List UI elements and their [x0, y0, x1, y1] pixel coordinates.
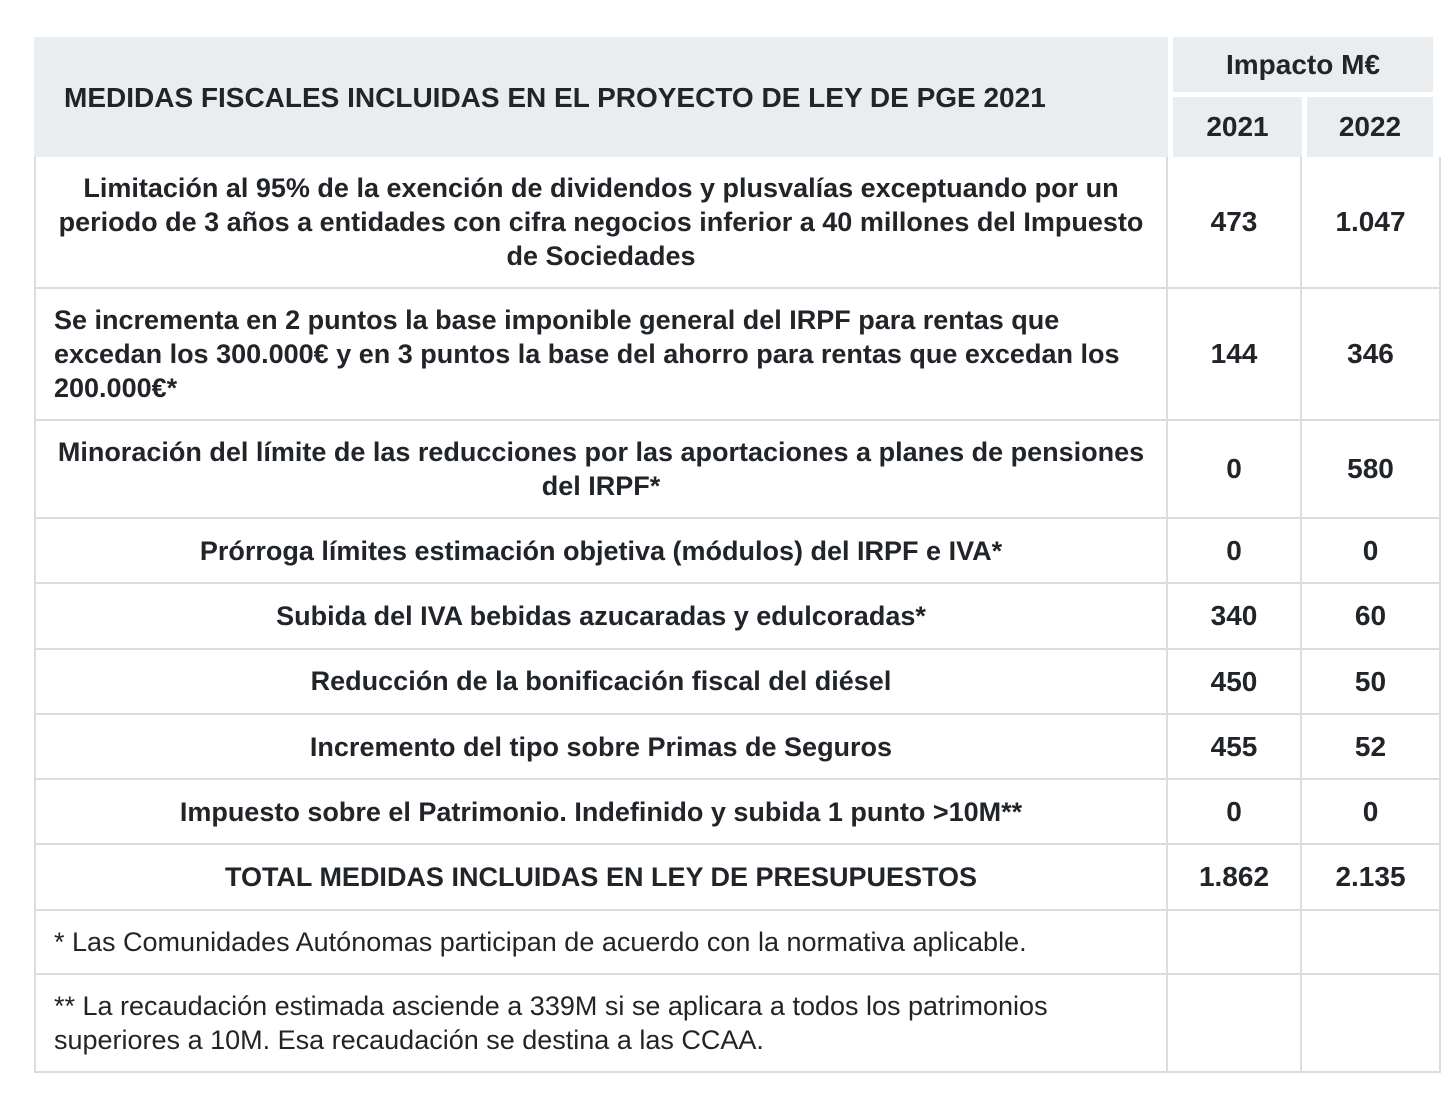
value-2022-cell: 0: [1302, 519, 1441, 584]
measure-cell: Reducción de la bonificación fiscal del diésel: [34, 650, 1168, 715]
measure-cell: Prórroga límites estimación objetiva (módulos) del IRPF e IVA*: [34, 519, 1168, 584]
table-row: [34, 650, 1441, 715]
value-2022-cell: 52: [1302, 715, 1441, 780]
measure-cell: * Las Comunidades Autónomas participan de acuerdo con la normativa aplicable.: [34, 911, 1168, 975]
table-row: [34, 157, 1441, 289]
value-2021-cell: 1.862: [1168, 845, 1302, 910]
value-2022-cell: 580: [1302, 421, 1441, 519]
value-2022-cell: 346: [1302, 289, 1441, 421]
table-row: [34, 519, 1441, 584]
value-2022-cell: [1302, 975, 1441, 1073]
table-header: [34, 37, 1441, 157]
table-title: MEDIDAS FISCALES INCLUIDAS EN EL PROYECTO DE LEY DE PGE 2021: [34, 37, 1168, 157]
measure-cell: ** La recaudación estimada asciende a 339M si se aplicara a todos los patrimonios superiores a 10M. Esa recaudación se destina a las CCAA.: [34, 975, 1168, 1073]
table-row: [34, 975, 1441, 1073]
value-2022-cell: [1302, 911, 1441, 975]
table-row: [34, 584, 1441, 649]
impact-unit-header: Impacto M€: [1168, 37, 1441, 97]
year-2022-header: 2022: [1302, 97, 1441, 157]
value-2021-cell: 0: [1168, 519, 1302, 584]
value-2022-cell: 50: [1302, 650, 1441, 715]
table-row: [34, 289, 1441, 421]
table-body: [34, 157, 1441, 1073]
value-2022-cell: 2.135: [1302, 845, 1441, 910]
value-2021-cell: [1168, 911, 1302, 975]
value-2021-cell: 473: [1168, 157, 1302, 289]
measure-cell: Subida del IVA bebidas azucaradas y edulcoradas*: [34, 584, 1168, 649]
year-2021-header: 2021: [1168, 97, 1302, 157]
fiscal-measures-table: [34, 37, 1441, 1073]
value-2022-cell: 1.047: [1302, 157, 1441, 289]
header-row-top: [34, 37, 1441, 97]
value-2021-cell: 340: [1168, 584, 1302, 649]
value-2021-cell: 450: [1168, 650, 1302, 715]
value-2021-cell: 0: [1168, 780, 1302, 845]
measure-cell: Se incrementa en 2 puntos la base imponible general del IRPF para rentas que excedan los 300.000€ y en 3 puntos la base del ahorro para rentas que excedan los 200.000€*: [34, 289, 1168, 421]
measure-cell: Limitación al 95% de la exención de dividendos y plusvalías exceptuando por un periodo de 3 años a entidades con cifra negocios inferior a 40 millones del Impuesto de Sociedades: [34, 157, 1168, 289]
value-2022-cell: 0: [1302, 780, 1441, 845]
measure-cell: Minoración del límite de las reducciones por las aportaciones a planes de pensiones del IRPF*: [34, 421, 1168, 519]
value-2021-cell: [1168, 975, 1302, 1073]
table-row: [34, 845, 1441, 910]
measure-cell: Incremento del tipo sobre Primas de Seguros: [34, 715, 1168, 780]
table-row: [34, 911, 1441, 975]
value-2021-cell: 0: [1168, 421, 1302, 519]
value-2021-cell: 455: [1168, 715, 1302, 780]
measure-cell: Impuesto sobre el Patrimonio. Indefinido y subida 1 punto >10M**: [34, 780, 1168, 845]
value-2021-cell: 144: [1168, 289, 1302, 421]
table-row: [34, 780, 1441, 845]
measure-cell: TOTAL MEDIDAS INCLUIDAS EN LEY DE PRESUPUESTOS: [34, 845, 1168, 910]
value-2022-cell: 60: [1302, 584, 1441, 649]
table-row: [34, 421, 1441, 519]
table-row: [34, 715, 1441, 780]
